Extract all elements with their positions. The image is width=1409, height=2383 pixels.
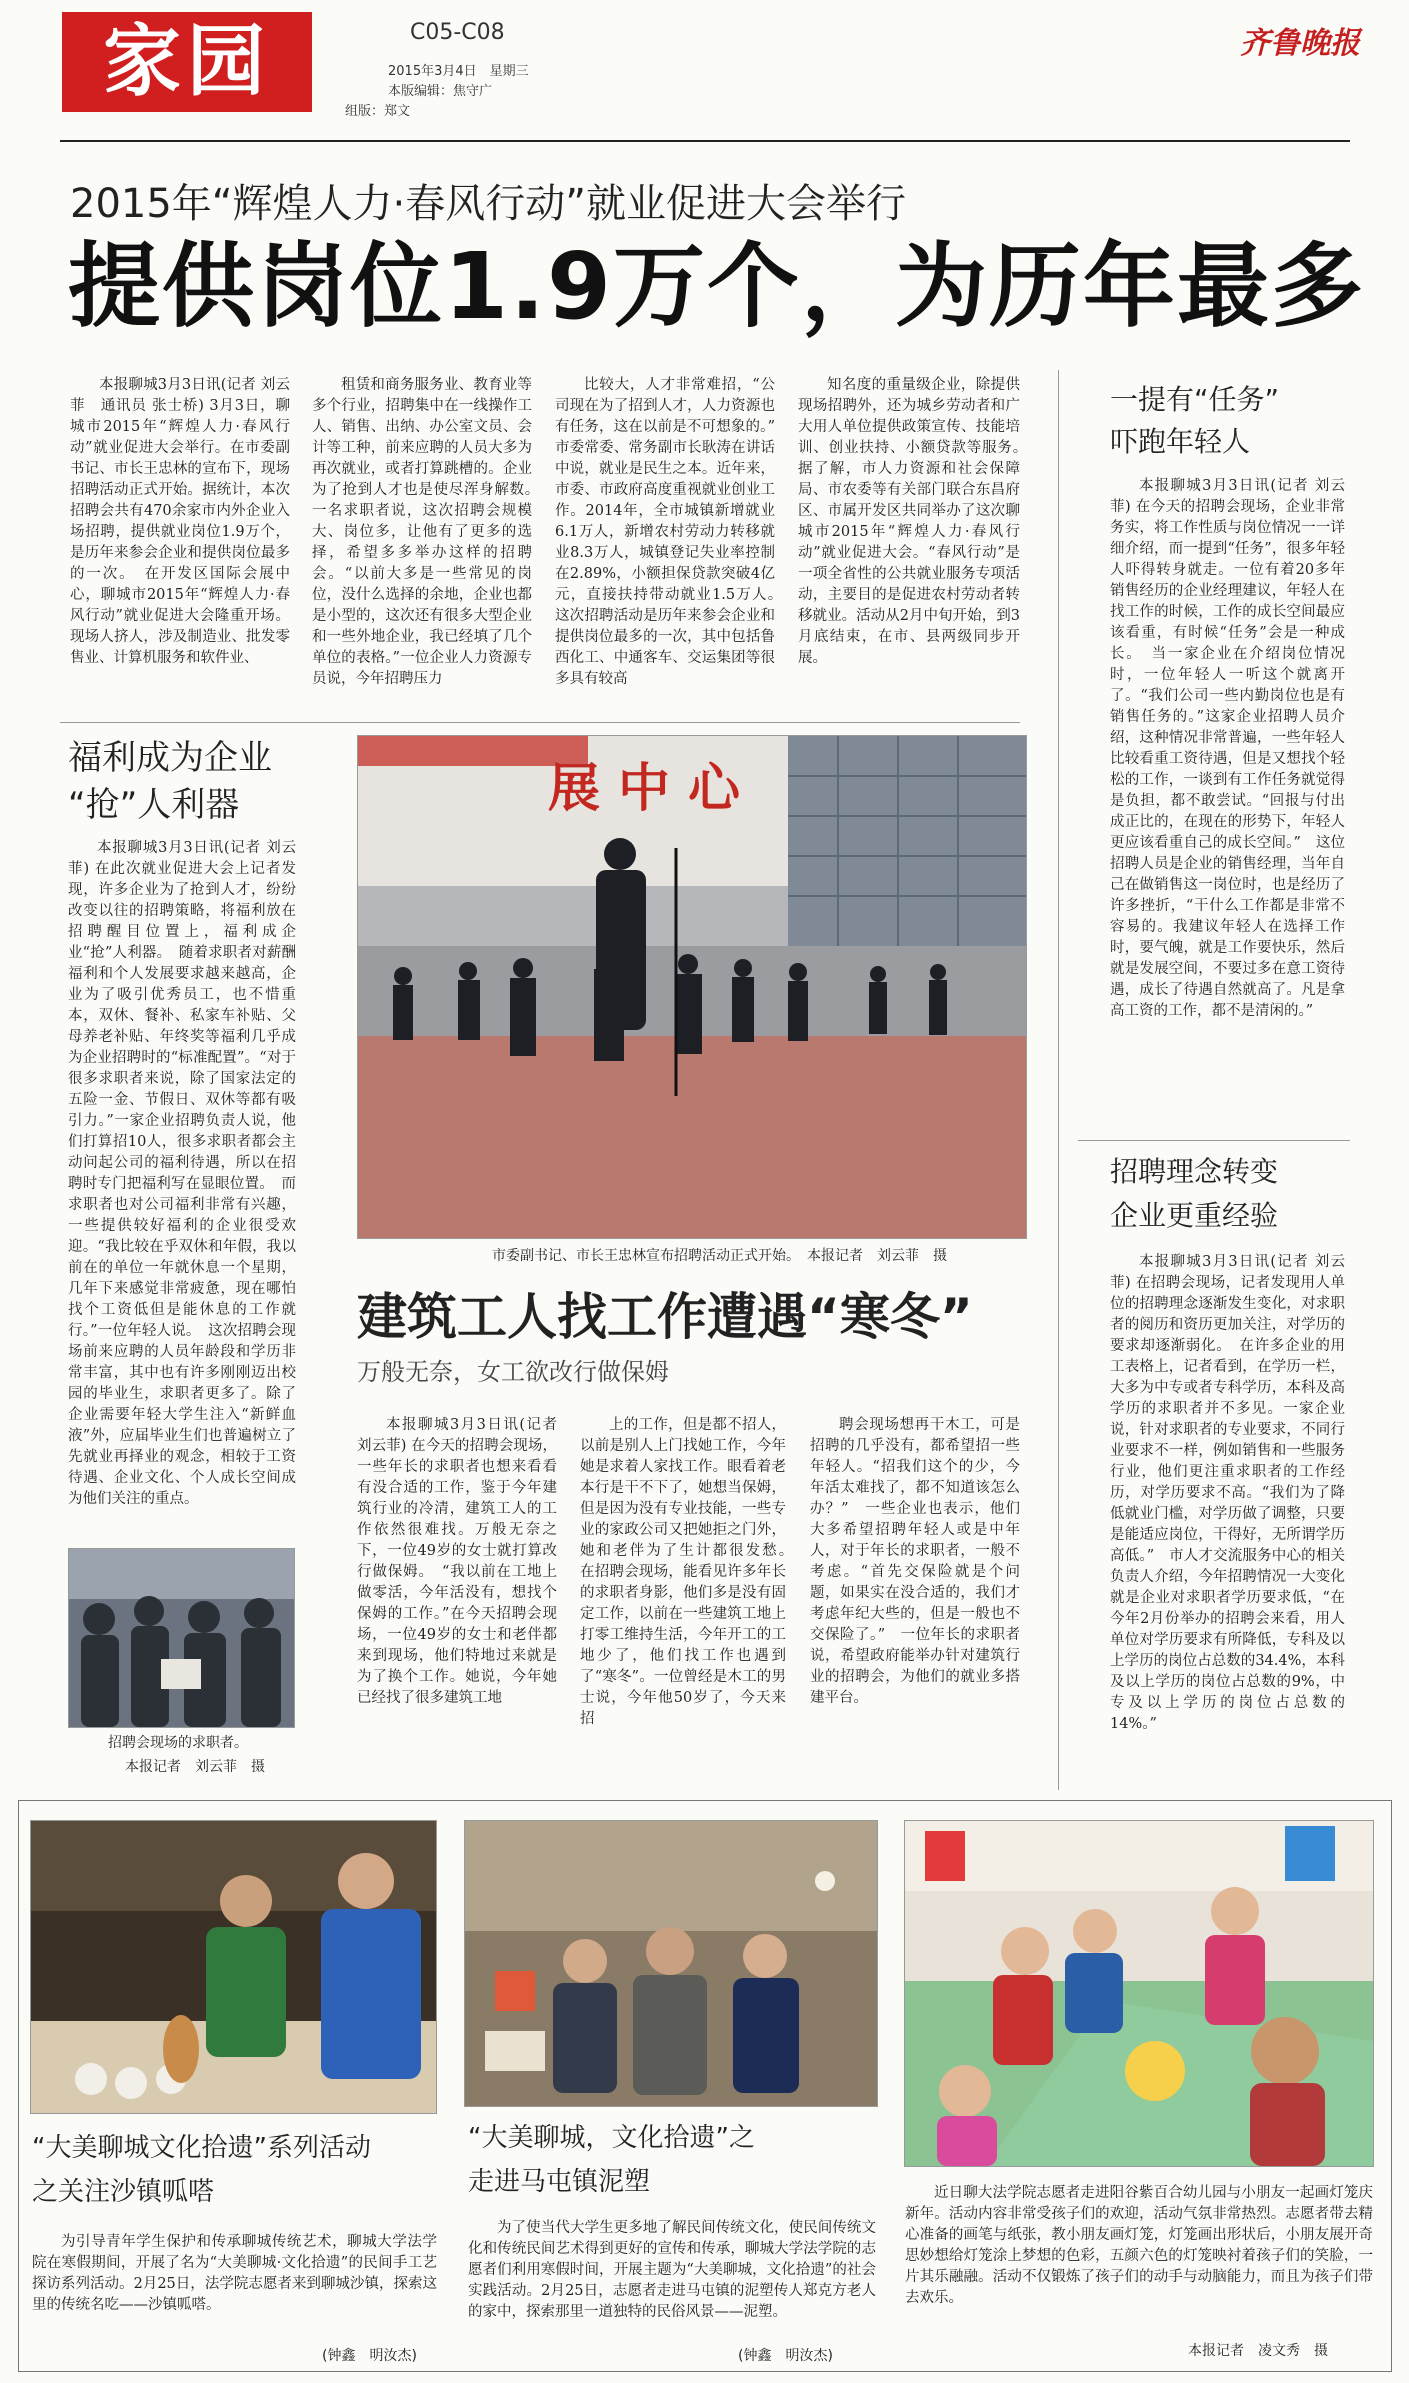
right-bottom-body: [1110, 1252, 1345, 1782]
job-seekers-caption: 招聘会现场的求职者。: [108, 1735, 248, 1751]
ceremony-photo: [357, 735, 1027, 1239]
story2-body: [468, 2218, 876, 2328]
workers-col1-text: 本报聊城3月3日讯(记者 刘云菲) 在今天的招聘会现场，一些年长的求职者也想来看看有没合适的工作，鉴于今年建筑行业的冷清，建筑工人的工作依然很难找。万般无奈之下，一位49岁的女士就打算改行做保姆。 “我以前在工地上做零活，今年活没有，想找个保姆的工作。”在今天招聘会现场，一位49岁的女士和老伴都来到现场，他们特地过来就是为了换个工作。她说，今年她已经找了很多建筑工地: [357, 1417, 557, 1706]
lead-kicker: 2015年“辉煌人力·春风行动”就业促进大会举行: [70, 181, 906, 227]
job-seekers-photo-art: [69, 1549, 294, 1727]
workers-col2-text: 上的工作，但是都不招人，以前是别人上门找她工作，今年她是求着人家找工作。眼看着老本行是干不下了，她想当保姆，但是因为没有专业技能，一些专业的家政公司又把她拒之门外，她和老伴为了生计都很发愁。 在招聘会现场，能看见许多年长的求职者身影，他们多是没有固定工作，以前在一些建筑工地上打零工维持生活，今年开工的工地少了，他们找工作也遇到了“寒冬”。一位曾经是木工的男士说，今年他50岁了，今天来招: [580, 1417, 801, 1727]
story2-title-1: “大美聊城，文化拾遗”之: [468, 2123, 755, 2153]
lead-headline: 提供岗位1.9万个，为历年最多: [68, 233, 1365, 340]
workers-column-3: [810, 1415, 1020, 1780]
workers-column-1: [357, 1415, 557, 1780]
story3-credit: 本报记者 凌文秀 摄: [1188, 2343, 1328, 2359]
masthead-rule: [60, 140, 1350, 142]
welfare-text: 本报聊城3月3日讯(记者 刘云菲) 在此次就业促进大会上记者发现，许多企业为了抢到人才，纷纷改变以往的招聘策略，将福利放在招聘醒目位置上，福利成企业“抢”人利器。 随着求职者对薪酬福利和个人发展要求越来越高，企业为了吸引优秀员工，也不惜重本，双休、餐补、私家车补贴、父母养老补贴、年终奖等福利几乎成为企业招聘时的“标准配置”。“对于很多求职者来说，除了国家法定的五险一金、节假日、双休等都有吸引力。”一家企业招聘负责人说，他们打算招10人，很多求职者都会主动问起公司的福利待遇，所以在招聘时专门把福利写在显眼位置。 而求职者也对公司福利非常有兴趣，一些提供较好福利的企业很受欢迎。“我比较在乎双休和年假，我以前在的单位一年就休息一个星期，几年下来感觉非常疲惫，现在哪怕找个工资低但是能休息的工作就行。”一位年轻人说。 这次招聘会现场前来应聘的人员年龄段和学历非常丰富，其中也有许多刚刚迈出校园的毕业生，求职者更多了。除了企业需要年轻大学生注入“新鲜血液”外，应届毕业生们也普遍树立了先就业再择业的观念，相较于工资待遇、企业文化、个人成长空间成为他们关注的重点。: [68, 840, 296, 1507]
issue-date: 2015年3月4日 星期三: [388, 64, 529, 79]
workers-subhead: 万般无奈，女工欲改行做保姆: [357, 1358, 669, 1386]
lantern-photo: [904, 1820, 1374, 2167]
lead-column-2: [312, 375, 547, 715]
exhibition-sign: 展中心: [548, 759, 759, 819]
clay-photo: [464, 1820, 878, 2107]
right-bottom-title-1: 招聘理念转变: [1110, 1155, 1279, 1188]
page-range: C05-C08: [410, 20, 505, 45]
newspaper-brand: 齐鲁晚报: [1240, 26, 1360, 61]
lead-column-4: [798, 375, 1035, 715]
right-story-divider: [1078, 1140, 1350, 1141]
guada-photo-art: [31, 1821, 436, 2113]
lead-bottom-rule: [60, 722, 1020, 723]
story2-text: 为了使当代大学生更多地了解民间传统文化，使民间传统文化和传统民间艺术得到更好的宣传和传承，聊城大学法学院的志愿者们利用寒假时间，开展主题为“大美聊城，文化拾遗”的社会实践活动。2月25日，志愿者走进马屯镇的泥塑传人郑克方老人的家中，探索那里一道独特的民俗风景——泥塑。: [468, 2220, 876, 2320]
clay-photo-art: [465, 1821, 877, 2106]
story3-text: 近日聊大法学院志愿者走进阳谷紫百合幼儿园与小朋友一起画灯笼庆新年。活动内容非常受孩子们的欢迎，活动气氛非常热烈。志愿者带去精心准备的画笔与纸张，教小朋友画灯笼，灯笼画出形状后，小朋友展开奇思妙想给灯笼涂上梦想的色彩，五颜六色的灯笼映衬着孩子们的笑脸，一片其乐融融。活动不仅锻炼了孩子们的动手与动脑能力，而且为孩子们带去欢乐。: [905, 2185, 1373, 2306]
right-top-body: [1110, 476, 1345, 1126]
story1-title-1: “大美聊城文化拾遗”系列活动: [32, 2133, 371, 2163]
lead-col3-text: 比较大，人才非常难招，“公司现在为了招到人才，人力资源也有任务，这在以前是不可想象的。” 市委常委、常务副市长耿涛在讲话中说，就业是民生之本。近年来，市委、市政府高度重视就业创业工作。2014年，全市城镇新增就业6.1万人，新增农村劳动力转移就业8.3万人，城镇登记失业率控制在2.89%，小额担保贷款突破4亿元，直接扶持带动就业1.5万人。 这次招聘活动是历年来参会企业和提供岗位最多的一次，其中包括鲁西化工、中通客车、交运集团等很多具有较高: [555, 377, 790, 687]
right-top-title-2: 吓跑年轻人: [1110, 425, 1251, 458]
guada-photo: [30, 1820, 437, 2114]
story2-title-2: 走进马屯镇泥塑: [468, 2167, 651, 2197]
lead-column-1: [70, 375, 290, 715]
job-seekers-photo: [68, 1548, 295, 1728]
story2-credit: (钟鑫 明汝杰): [738, 2348, 833, 2364]
right-top-text: 本报聊城3月3日讯(记者 刘云菲) 在今天的招聘会现场，企业非常务实，将工作性质与岗位情况一一详细介绍，而一提到“任务”，很多年轻人吓得转身就走。一位有着20多年销售经历的企业经理建议，年轻人在找工作的时候，工作的成长空间最应该看重，有时候“任务”会是一种成长。 当一家企业在介绍岗位情况时，一位年轻人一听这个就离开了。“我们公司一些内勤岗位也是有销售任务的。”这家企业招聘人员介绍，这种情况非常普遍，一些年轻人比较看重工资待遇，但是又想找个轻松的工作，一谈到有工作任务就觉得是负担，都不敢尝试。“回报与付出成正比的，在现在的形势下，年轻人更应该看重自己的成长空间。” 这位招聘人员是企业的销售经理，当年自己在做销售这一岗位时，也是经历了许多挫折，“干什么工作都是非常不容易的。我建议年轻人在选择工作时，要气魄，就是工作要快乐，然后就是发展空间，不要过多在意工资待遇，成长了待遇自然就高了。凡是拿高工资的工作，都不是清闲的。”: [1110, 478, 1345, 1019]
workers-col3-text: 聘会现场想再干木工，可是招聘的几乎没有，都希望招一些年轻人。“招我们这个的少，今年活太难找了，都不知道该怎么办？” 一些企业也表示，他们大多希望招聘年轻人或是中年人，对于年长的求职者，一般不考虑。“首先交保险就是个问题，如果实在没合适的，我们才考虑年纪大些的，但是一般也不交保险了。” 一位年长的求职者说，希望政府能举办针对建筑行业的招聘会，为他们的就业多搭建平台。: [810, 1417, 1020, 1706]
welfare-title-2: “抢”人利器: [68, 785, 240, 825]
right-bottom-text: 本报聊城3月3日讯(记者 刘云菲) 在招聘会现场，记者发现用人单位的招聘理念逐渐发生变化，对求职者的阅历和资历更加关注，对学历的要求却逐渐弱化。 在许多企业的用工表格上，记者看到，在学历一栏，大多为中专或者专科学历，本科及高学历的求职者并不多见。一家企业说，针对求职者的专业要求，不同行业要求不一样，例如销售和一些服务行业，他们更注重求职者的工作经历，对学历要求不高。“我们为了降低就业门槛，对学历做了调整，只要是能适应岗位，干得好，无所谓学历高低。” 市人才交流服务中心的相关负责人介绍，今年招聘情况一大变化就是企业对求职者学历要求低，“在今年2月份举办的招聘会来看，用人单位对学历要求有所降低，专科及以上学历的岗位占总数的34.4%，本科及以上学历的岗位占总数的9%，中专及以上学历的岗位占总数的14%。”: [1110, 1254, 1345, 1732]
section-logo: 家园: [62, 12, 312, 112]
story1-text: 为引导青年学生保护和传承聊城传统艺术，聊城大学法学院在寒假期间，开展了名为“大美聊城·文化拾遗”的民间手工艺探访系列活动。2月25日，法学院志愿者来到聊城沙镇，探索这里的传统名吃——沙镇呱嗒。: [32, 2234, 437, 2313]
welfare-title-1: 福利成为企业: [68, 738, 272, 778]
layout-credit: 组版：郑文: [345, 104, 411, 119]
editor-credit: 本版编辑：焦守广: [388, 84, 493, 99]
story1-credit: (钟鑫 明汝杰): [322, 2348, 417, 2364]
right-top-title-1: 一提有“任务”: [1110, 383, 1280, 416]
lead-col1-text: 本报聊城3月3日讯(记者 刘云菲 通讯员 张士桥) 3月3日，聊城市2015年“辉煌人力·春风行动”就业促进大会举行。在市委副书记、市长王忠林的宣布下，现场招聘活动正式开始。据统计，本次招聘会共有470余家市内外企业入场招聘，提供就业岗位1.9万个，是历年来参会企业和提供岗位最多的一次。 在开发区国际会展中心，聊城市2015年“辉煌人力·春风行动”就业促进大会隆重开场。现场人挤人，涉及制造业、批发零售业、计算机服务和软件业、: [70, 377, 290, 666]
lantern-photo-art: [905, 1821, 1373, 2166]
story3-body: [905, 2183, 1373, 2313]
ceremony-caption: 市委副书记、市长王忠林宣布招聘活动正式开始。 本报记者 刘云菲 摄: [492, 1248, 947, 1264]
welfare-body: [68, 838, 296, 1550]
story1-title-2: 之关注沙镇呱嗒: [32, 2177, 215, 2207]
right-bottom-title-2: 企业更重经验: [1110, 1199, 1279, 1232]
lead-col4-text: 知名度的重量级企业，除提供现场招聘外，还为城乡劳动者和广大用人单位提供政策宣传、技能培训、创业扶持、小额贷款等服务。 据了解，市人力资源和社会保障局、市农委等有关部门联合东昌府区、市属开发区共同举办了这次聊城市2015年“辉煌人力·春风行动”就业促进大会。“春风行动”是一项全省性的公共就业服务专项活动，主要目的是促进农村劳动者转移就业。活动从2月中旬开始，到3月底结束，在市、县两级同步开展。: [798, 377, 1035, 666]
lead-col2-text: 租赁和商务服务业、教育业等多个行业，招聘集中在一线操作工人、销售、出纳、办公室文员、会计等工种，前来应聘的人员大多为再次就业，或者打算跳槽的。企业为了抢到人才也是使尽浑身解数。 一名求职者说，这次招聘会规模大、岗位多，让他有了更多的选择，希望多多举办这样的招聘会。“以前大多是一些常见的岗位，没什么选择的余地，企业也都是小型的，这次还有很多大型企业和一些外地企业，我已经填了几个单位的表格。”一位企业人力资源专员说，今年招聘压力: [312, 377, 547, 687]
workers-headline: 建筑工人找工作遭遇“寒冬”: [357, 1288, 973, 1346]
job-seekers-credit: 本报记者 刘云菲 摄: [125, 1759, 265, 1775]
workers-column-2: [580, 1415, 801, 1780]
story1-body: [32, 2232, 437, 2324]
right-column-divider: [1058, 370, 1059, 1790]
lead-column-3: [555, 375, 790, 715]
